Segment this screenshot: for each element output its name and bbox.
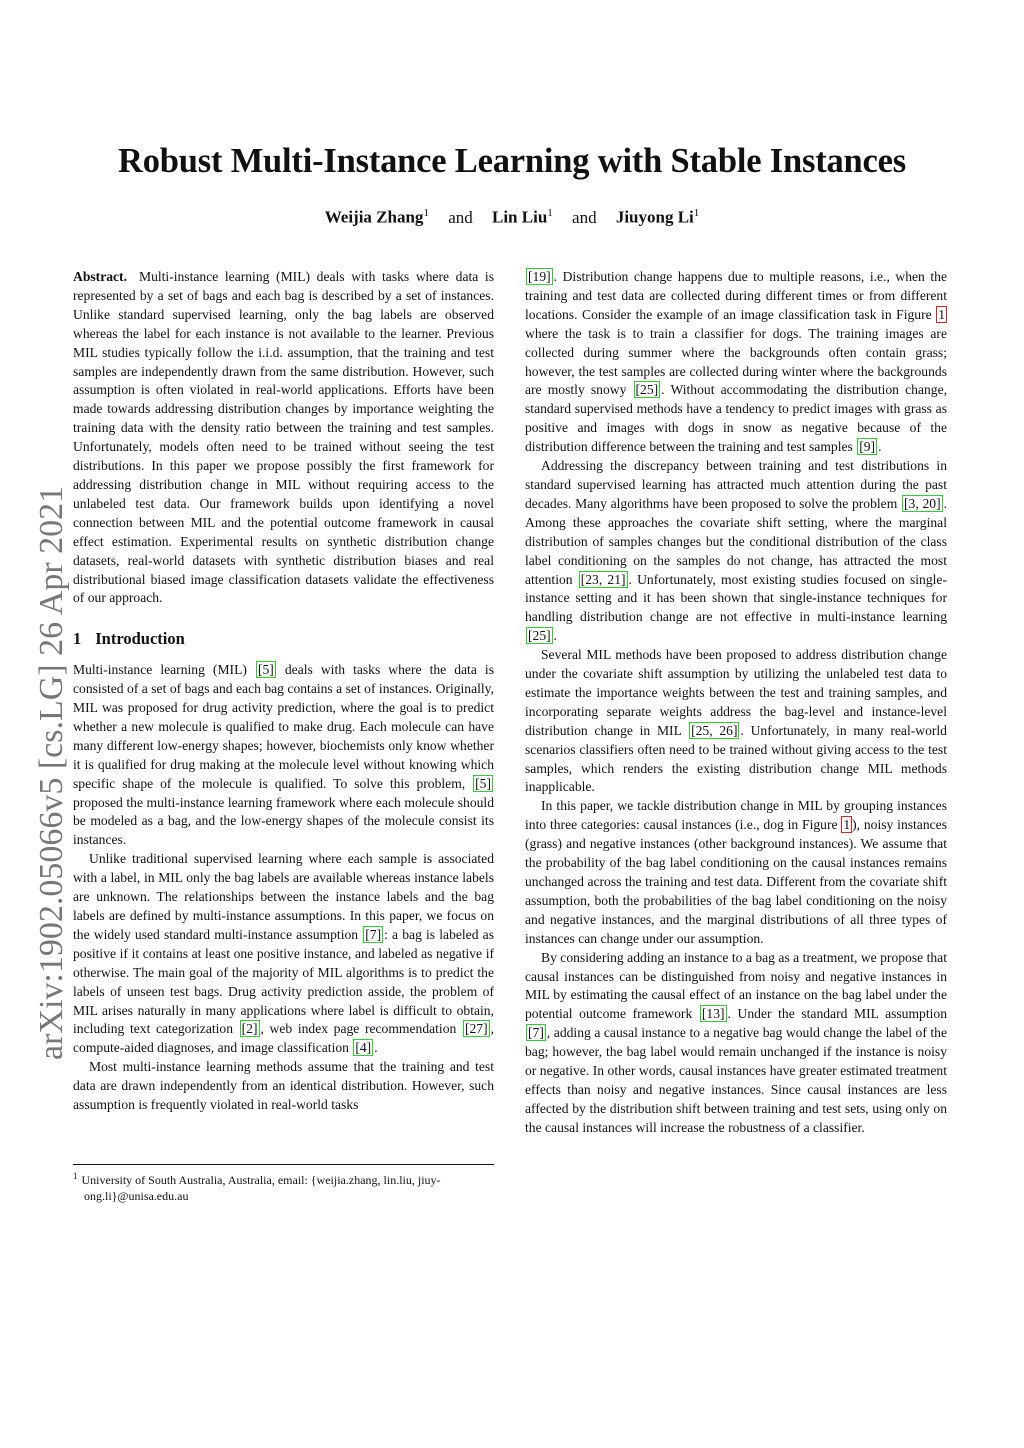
author-name: Weijia Zhang <box>324 207 424 227</box>
footnote-mark: 1 <box>73 1171 78 1181</box>
author-name: Lin Liu <box>491 207 548 227</box>
left-column <box>73 268 494 1115</box>
footnote-text: University of South Australia, Australia, email: {weijia.zhang, lin.liu, jiuy- <box>81 1173 441 1187</box>
abstract-text: Multi-instance learning (MIL) deals with tasks where data is represented by a set of bags and each bag is described by a set of instances. Unlike standard supervised learning, only the bag labels are observed whereas the label for each instance is not available to the learner. Previous MIL studies typically follow the i.i.d. assumption, that the training and test samples are independently drawn from the same distribution. However, such assumption is often violated in real-world applications. Efforts have been made towards addressing distribution changes by importance weighting the training data with the density ratio between the training and test samples. Unfortunately, models often need to be trained without seeing the test distributions. In this paper we propose possibly the first framework for addressing distribution change in MIL without requiring access to the unlabeled test data. Our framework builds upon identifying a novel connection between MIL and the potential outcome framework in causal effect estimation. Experimental results on synthetic distribution change datasets, real-world datasets with synthetic distribution biases and real distributional biased image classification datasets validate the effectiveness of our approach. <box>73 269 494 606</box>
author-affiliation-mark: 1 <box>693 207 700 219</box>
citation-link[interactable]: [25, 26] <box>691 722 738 738</box>
author-list <box>0 207 1024 228</box>
paragraph: In this paper, we tackle distribution change in MIL by grouping instances into three categories: causal instances (i.e., dog in Figure 1 ), noisy instances (grass) and negative instances (other background instances). We assume that the probability of the bag label conditioning on the causal instances remains unchanged across the training and test data. Different from the covariate shift assumption, both the probabilities of the bag label conditioning on the noisy and negative instances, and the marginal distributions of all three types of instances can change under our assumption. <box>525 798 947 946</box>
author-name: Jiuyong Li <box>615 207 694 227</box>
paragraph: [19] . Distribution change happens due to multiple reasons, i.e., when the training and test data are collected during different times or from different locations. Consider the example of an image classification task in Figure 1 where the task is to train a classifier for dogs. The training images are collected during summer where the backgrounds often contain grass; however, the test samples are collected during winter where the backgrounds are mostly snowy [25] . Without accommodating the distribution change, standard supervised methods have a tendency to predict images with grass as positive and images with dogs in snow as negative because of the distribution difference between the training and test samples [9] . <box>525 269 947 455</box>
paragraph: Multi-instance learning (MIL) [5] deals with tasks where the data is consisted of a set of bags and each bag contains a set of instances. Originally, MIL was proposed for drug activity prediction, where the goal is to predict whether a new molecule is qualified to make drug. Each molecule can have many different low-energy shapes; however, biochemists only know whether it is qualified for drug making at the molecule level without knowing which specific shape of the molecule is qualified. To solve this problem, [5] proposed the multi-instance learning framework where each molecule should be modeled as a bag, and the low-energy shapes of the molecule consist its instances. <box>73 662 494 848</box>
citation-link[interactable]: [27] <box>464 1021 488 1037</box>
paragraph: Unlike traditional supervised learning where each sample is associated with a label, in MIL only the bag labels are available whereas instance labels are unknown. The relationships between the instance labels and the bag labels are defined by multi-instance assumptions. In this paper, we focus on the widely used standard multi-instance assumption [7] : a bag is labeled as positive if it contains at least one positive instance, and labeled as negative if otherwise. The main goal of the majority of MIL algorithms is to predict the labels of unseen test bags. Drug activity prediction asside, the problem of MIL arises naturally in many applications where label is difficult to obtain, including text categorization [2] , web index page recommendation [27] , compute-aided diagnoses, and image classification [4] . <box>73 851 495 1056</box>
footnote <box>73 1169 494 1204</box>
citation-link[interactable]: [25] <box>528 628 551 644</box>
citation-link[interactable]: [5] <box>257 662 274 678</box>
footnote-continuation: ong.li}@unisa.edu.au <box>84 1188 189 1203</box>
citation-link[interactable]: [7] <box>365 926 382 942</box>
paragraph: Most multi-instance learning methods assume that the training and test data are drawn independently from an identical distribution. However, such assumption is frequently violated in real-world tasks <box>73 1059 494 1113</box>
figure-reference-link[interactable]: 1 <box>843 817 851 833</box>
author-separator: and <box>448 207 473 227</box>
citation-link[interactable]: [13] <box>701 1006 725 1022</box>
author-affiliation-mark: 1 <box>423 207 429 219</box>
citation-link[interactable]: [25] <box>635 382 659 398</box>
citation-link[interactable]: [19] <box>528 269 551 284</box>
citation-link[interactable]: [4] <box>355 1040 372 1056</box>
citation-link[interactable]: [2] <box>241 1021 258 1037</box>
author-separator: and <box>572 207 597 227</box>
footnote-rule <box>73 1164 494 1165</box>
section-title: Introduction <box>95 629 185 649</box>
left-body <box>73 661 494 1115</box>
arxiv-identifier[interactable]: arXiv:1902.05066v5 [cs.LG] 26 Apr 2021 <box>33 485 70 1060</box>
author-affiliation-mark: 1 <box>547 207 553 219</box>
paper-title: Robust Multi-Instance Learning with Stable Instances <box>118 142 906 180</box>
paragraph: Several MIL methods have been proposed to address distribution change under the covariate shift assumption by utilizing the unlabeled test data to estimate the importance weights between the test and training samples, and incorporating separate weights address the bag-level and instance-level distribution change in MIL [25, 26] . Unfortunately, in many real-world scenarios classifiers often need to be trained without giving access to the test samples, which renders the existing distribution change MIL methods inapplicable. <box>525 647 947 795</box>
citation-link[interactable]: [3, 20] <box>904 495 941 511</box>
right-body <box>525 268 947 1138</box>
right-column <box>525 268 947 1138</box>
abstract <box>73 268 494 608</box>
section-heading <box>73 630 494 649</box>
citation-link[interactable]: [9] <box>859 439 876 455</box>
citation-link[interactable]: [7] <box>528 1025 544 1041</box>
paragraph: By considering adding an instance to a bag as a treatment, we propose that causal instances can be distinguished from noisy and negative instances in MIL by estimating the causal effect of an instance on the bag label under the potential outcome framework [13] . Under the standard MIL assumption [7] , adding a causal instance to a negative bag would change the label of the bag; however, the bag label would remain unchanged if the instance is noisy or negative. In other words, causal instances have greater estimated treatment effects than noisy and negative instances. Since causal instances are less affected by the distribution shift between training and test sets, using only on the causal instances will increase the robustness of a classifier. <box>525 949 947 1135</box>
abstract-label: Abstract. <box>73 269 127 284</box>
citation-link[interactable]: [23, 21] <box>580 571 626 587</box>
paragraph: Addressing the discrepancy between training and test distributions in standard supervised learning has attracted much attention during the past decades. Many algorithms have been proposed to solve the problem [3, 20] . Among these approaches the covariate shift setting, where the marginal distribution of samples changes but the conditional distribution of the class label conditioning on the samples do not change, has attracted the most attention [23, 21] . Unfortunately, most existing studies focused on single-instance setting and it has been shown that single-instance techniques for handling distribution change are not effective in multi-instance learning [25] . <box>525 458 948 644</box>
section-number: 1 <box>73 629 82 649</box>
citation-link[interactable]: [5] <box>475 775 491 791</box>
figure-reference-link[interactable]: 1 <box>938 306 945 322</box>
